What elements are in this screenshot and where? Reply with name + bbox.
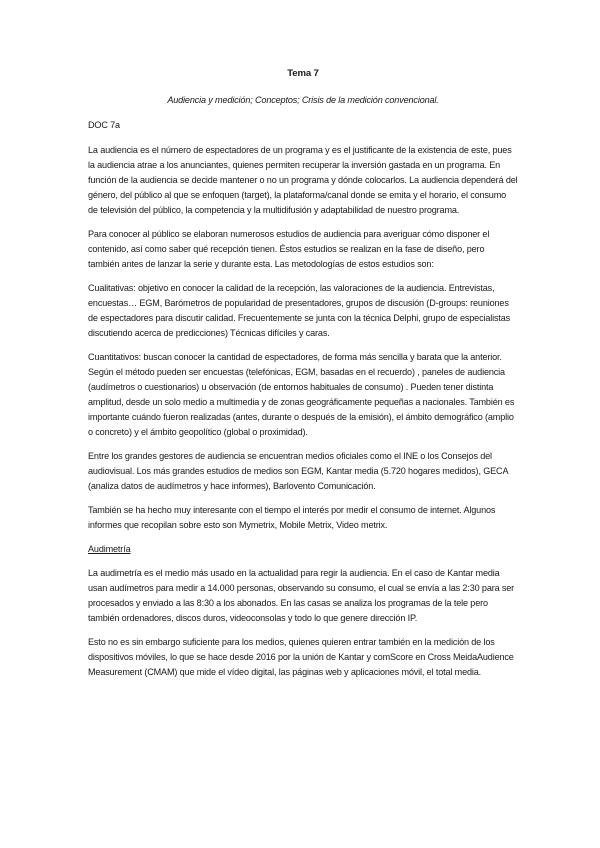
paragraph-dispositivos-moviles: Esto no es sin embargo suficiente para los medios, quienes quieren entrar también en la medición de los dispositivos móviles, lo que se hace desde 2016 por la unión de Kantar y comScore en Cross MeidaAudience Measurement (CMAM) que mide el vídeo digital, las páginas web y aplicaciones móvil, el total media. <box>88 637 514 677</box>
paragraph-gestores-audiencia: Entre los grandes gestores de audiencia se encuentran medios oficiales como el INE o los Consejos del audiovisual. Los más grandes estudios de medios son EGM, Kantar media (5.720 hogares medidos), GECA (analiza datos de audímetros y hace informes), Barlovento Comunicación. <box>88 451 508 491</box>
document-body <box>88 66 518 689</box>
paragraph-audiencia-definition: La audiencia es el número de espectadores de un programa y es el justificante de la existencia de este, pues la audiencia atrae a los anunciantes, quienes permiten recuperar la inversión gastada en un programa. En función de la audiencia se decide mantener o no un programa y dónde colocarlos. La audiencia dependerá del género, del público al que se enfoquen (target), la plataforma/canal donde se emita y el horario, el consumo de televisión del público, la competencia y la multidifusión y adaptabilidad de nuestro programa. <box>88 145 518 215</box>
section-heading-audimetria: Audimetría <box>88 544 131 554</box>
paragraph-estudios-audiencia: Para conocer al público se elaboran numerosos estudios de audiencia para averiguar cómo disponer el contenido, así como saber qué recepción tienen. Éstos estudios se realizan en la fase de diseño, pero también antes de lanzar la serie y durante esta. Las metodologías de estos estudios son: <box>88 229 490 269</box>
document-subtitle: Audiencia y medición; Conceptos; Crisis de la medición convencional. <box>167 95 439 105</box>
paragraph-audimetria: La audimetría es el medio más usado en la actualidad para regir la audiencia. En el caso de Kantar media usan audímetros para medir a 14.000 personas, observando su consumo, el cual se envía a las 2:30 para ser procesados y enviado a las 8:30 a los abonados. En las casas se analiza los programas de la tele pero también ordenadores, discos duros, videoconsolas y todo lo que genere dirección IP. <box>88 568 515 623</box>
document-title: Tema 7 <box>287 68 319 79</box>
paragraph-cualitativas: Cualitativas: objetivo en conocer la calidad de la recepción, las valoraciones de la audiencia. Entrevistas, encuestas… EGM, Barómetros de popularidad de presentadores, grupos de discusión (D-groups: reuniones de espectadores para discutir calidad. Frecuentemente se junta con la técnica Delphi, grupo de especialistas discutiendo acerca de predicciones) Técnicas difíciles y caras. <box>88 283 511 338</box>
paragraph-cuantitativos: Cuantitativos: buscan conocer la cantidad de espectadores, de forma más sencilla y barata que la anterior. Según el método pueden ser encuestas (telefónicas, EGM, basadas en el recuerdo) , paneles de audiencia (audímetros o cuestionarios) u observación (de entornos habituales de consumo) . Pueden tener distinta amplitud, desde un solo medio a multimedia y de zonas geográficamente pequeñas a nacionales. También es importante cuándo fueron realizadas (antes, durante o después de la emisión), el ámbito demográfico (amplio o concreto) y el ámbito geopolítico (global o proximidad). <box>88 352 515 437</box>
paragraph-consumo-internet: También se ha hecho muy interesante con el tiempo el interés por medir el consumo de internet. Algunos informes que recopilan sobre esto son Mymetrix, Mobile Metrix, Video metrix. <box>88 505 496 530</box>
doc-label: DOC 7a <box>88 120 120 130</box>
